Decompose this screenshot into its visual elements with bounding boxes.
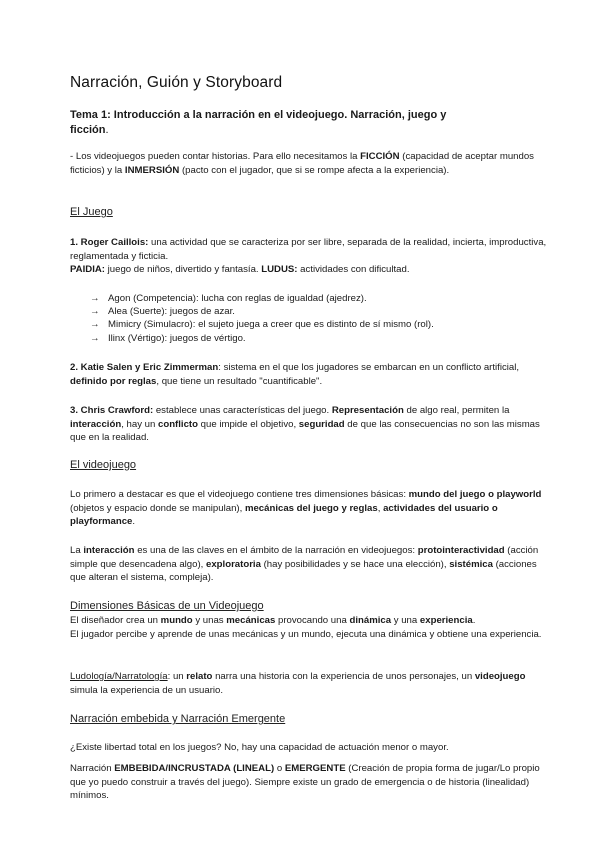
- ludologia-paragraph: [70, 670, 552, 697]
- list-item-text: Mimicry (Simulacro): el sujeto juega a creer que es distinto de sí mismo (rol).: [108, 319, 434, 331]
- intro-t2: (capacidad de aceptar mundos ficticios) y la: [70, 151, 534, 176]
- paidia-text: juego de niños, divertido y fantasía.: [105, 264, 262, 276]
- crawford-t4: que impide el objetivo,: [197, 418, 299, 430]
- disenador-b3: dinámica: [349, 615, 392, 626]
- arrow-right-icon: →: [90, 319, 100, 331]
- ludologia-heading: Ludología/Narratología: [70, 671, 168, 682]
- dims-t4: .: [132, 516, 136, 528]
- intro-b2: INMERSIÓN: [124, 164, 180, 176]
- crawford-t1: establece unas características del juego.: [153, 405, 332, 416]
- disenador-b2: mecánicas: [226, 615, 276, 626]
- dims-t2: (objetos y espacio donde se manipulan),: [70, 502, 245, 514]
- inter-t3: (acción simple que desencadena algo),: [70, 545, 539, 570]
- dims-b2: mecánicas del juego y reglas: [244, 502, 378, 514]
- salen-paragraph: [70, 361, 552, 388]
- crawford-b3: interacción: [70, 418, 122, 430]
- crawford-t2: de algo real, permiten la: [403, 405, 510, 416]
- list-item: [90, 318, 434, 331]
- salen-t1: : sistema en el que los jugadores se embarcan en un conflicto artificial,: [218, 362, 520, 373]
- inter-t2: es una de las claves en el ámbito de la narración en videojuegos:: [134, 545, 418, 556]
- inter-b1: interacción: [83, 545, 135, 556]
- paidia-label: PAIDIA:: [70, 264, 105, 276]
- intro-t3: (pacto con el jugador, que si se rompe afecta a la experiencia).: [179, 164, 450, 176]
- ludo-t3: simula la experiencia de un usuario.: [70, 684, 224, 696]
- list-item-text: Alea (Suerte): juegos de azar.: [108, 306, 235, 318]
- arrow-right-icon: →: [90, 293, 100, 304]
- caillois-paragraph: [70, 236, 552, 277]
- dims-b1: mundo del juego o playworld: [408, 489, 542, 500]
- salen-b2: definido por reglas: [70, 375, 157, 387]
- tema-bold: Tema 1: Introducción a la narración en el videojuego. Narración, juego y ficción: [70, 109, 447, 136]
- ludo-b2: videojuego: [474, 671, 526, 682]
- caillois-b1: 1. Roger Caillois:: [70, 237, 149, 248]
- intro-paragraph: [70, 150, 552, 177]
- list-item: [90, 292, 434, 305]
- list-item: [90, 332, 434, 345]
- narr-t2: o: [274, 763, 285, 774]
- list-item-text: Agon (Competencia): lucha con reglas de igualdad (ajedrez).: [108, 293, 367, 304]
- list-item: [90, 305, 434, 318]
- crawford-b5: seguridad: [298, 418, 345, 430]
- disenador-t4: y una: [391, 615, 420, 626]
- dims-t3: ,: [377, 502, 384, 514]
- ludo-t1: : un: [167, 671, 187, 682]
- ludus-label: LUDUS:: [261, 264, 298, 276]
- inter-t5: (acciones que alteran el sistema, compleja).: [70, 558, 537, 584]
- inter-b4: sistémica: [449, 558, 493, 570]
- heading-el-videojuego: El videojuego: [70, 459, 137, 471]
- dims-t1: Lo primero a destacar es que el videojuego contiene tres dimensiones básicas:: [70, 489, 409, 500]
- inter-t4: (hay posibilidades y se hace una elección),: [260, 558, 450, 570]
- caillois-t1: una actividad que se caracteriza por ser libre, separada de la realidad, incierta, improductiva, reglamentada y ficticia.: [70, 237, 547, 262]
- arrow-right-icon: →: [90, 306, 100, 318]
- heading-narracion-embebida: Narración embebida y Narración Emergente: [70, 713, 286, 725]
- disenador-b4: experiencia: [419, 615, 473, 626]
- game-types-list: [90, 292, 434, 345]
- list-item-text: Ilinx (Vértigo): juegos de vértigo.: [108, 332, 246, 344]
- crawford-t3: , hay un: [121, 418, 158, 430]
- intro-b1: FICCIÓN: [360, 151, 400, 162]
- narr-t3: (Creación de propia forma de jugar/Lo propio que yo puedo construir a través del juego). Siempre existe un grado de emergencia o de historia (linealidad) mínimos.: [70, 763, 540, 802]
- tema-heading: [70, 108, 470, 138]
- disenador-t5: .: [472, 615, 476, 626]
- inter-b2: protointeractividad: [417, 545, 505, 556]
- crawford-b1: 3. Chris Crawford:: [70, 405, 154, 416]
- crawford-b4: conflicto: [158, 418, 198, 430]
- tema-end: .: [105, 124, 109, 136]
- arrow-right-icon: →: [90, 332, 100, 344]
- page-title: Narración, Guión y Storyboard: [70, 74, 283, 91]
- salen-t2: , que tiene un resultado "cuantificable".: [156, 375, 323, 387]
- disenador-t1: El diseñador crea un: [70, 615, 161, 626]
- ludo-b1: relato: [186, 671, 213, 682]
- ludo-t2: narra una historia con la experiencia de unos personajes, un: [212, 671, 475, 682]
- narracion-paragraph: [70, 762, 552, 803]
- disenador-b1: mundo: [160, 615, 193, 626]
- dims-paragraph: [70, 488, 552, 529]
- crawford-paragraph: [70, 404, 552, 445]
- narr-t1: Narración: [70, 763, 115, 774]
- heading-el-juego: El Juego: [70, 206, 113, 218]
- heading-dimensiones: Dimensiones Básicas de un Videojuego: [70, 600, 264, 612]
- interaccion-paragraph: [70, 544, 552, 585]
- disenador-t2: y unas: [192, 615, 227, 626]
- crawford-b2: Representación: [331, 405, 404, 416]
- ludus-text: actividades con dificultad.: [297, 264, 410, 276]
- narr-b1: EMBEBIDA/INCRUSTADA (LINEAL): [114, 763, 275, 774]
- narr-b2: EMERGENTE: [284, 763, 346, 774]
- disenador-t3: provocando una: [275, 615, 350, 626]
- inter-b3: exploratoria: [206, 558, 261, 570]
- dims-b3: actividades del usuario o playformance: [70, 502, 498, 528]
- crawford-t5: de que las consecuencias no son las mismas que en la realidad.: [70, 418, 540, 444]
- disenador-line2: El jugador percibe y aprende de unas mecánicas y un mundo, ejecuta una dinámica y obtiene una experiencia.: [70, 628, 542, 640]
- libertad-paragraph: ¿Existe libertad total en los juegos? No, hay una capacidad de actuación menor o mayor.: [70, 742, 449, 753]
- inter-t1: La: [70, 545, 84, 556]
- intro-t1: - Los videojuegos pueden contar historias. Para ello necesitamos la: [70, 151, 361, 162]
- salen-b1: 2. Katie Salen y Eric Zimmerman: [70, 362, 219, 373]
- disenador-paragraph: [70, 614, 552, 641]
